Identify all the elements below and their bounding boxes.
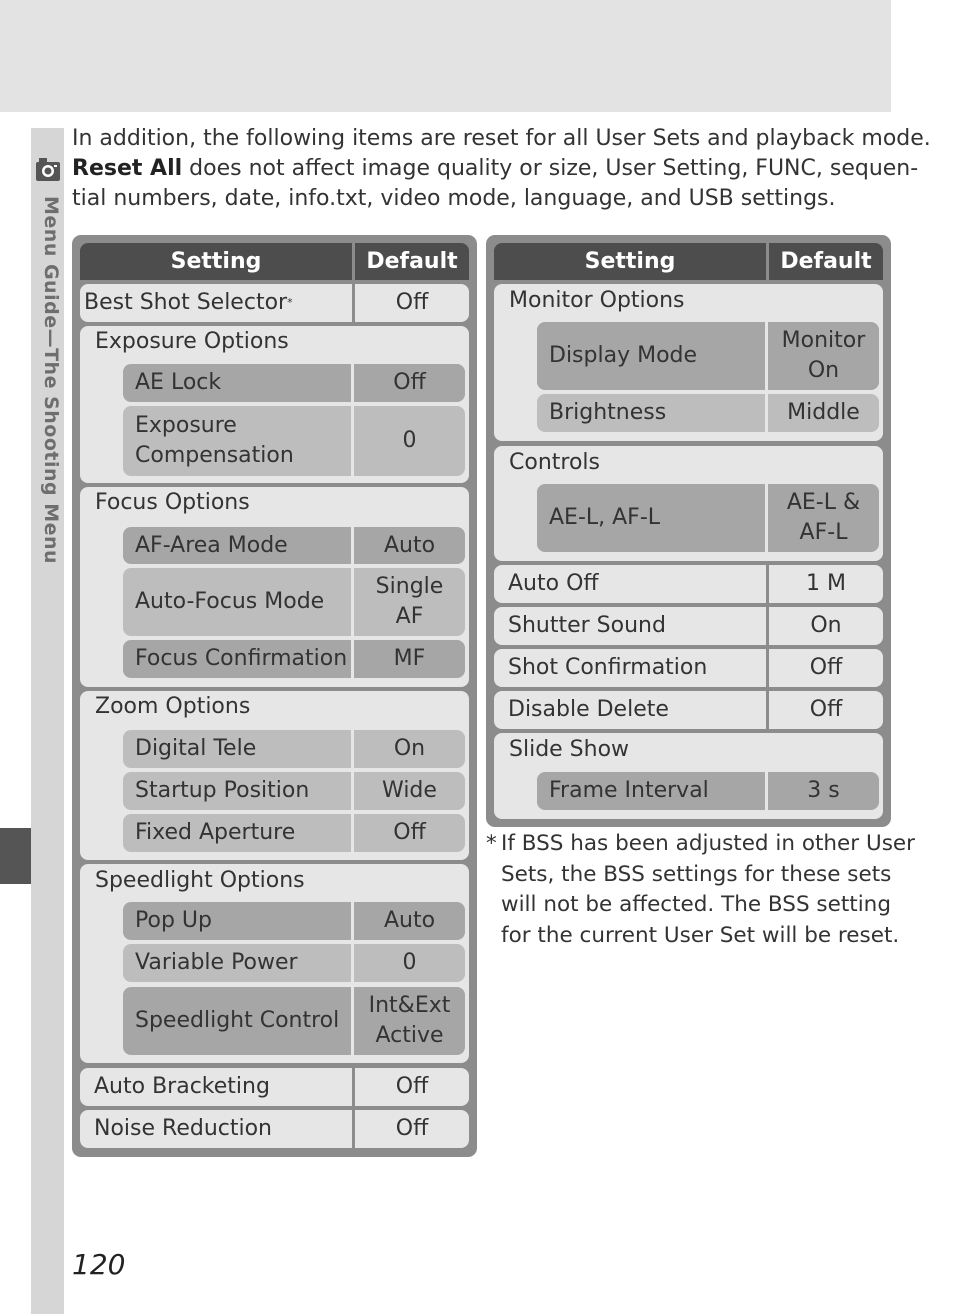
speedlight-options-title: Speedlight Options <box>95 868 305 893</box>
row-focus-confirmation: Focus Confirmation <box>123 640 351 678</box>
disable-delete-value: Off <box>769 691 883 729</box>
group-monitor-options <box>494 284 883 441</box>
ael-value-line1: AE-L & <box>786 490 861 515</box>
row-af-area-mode: AF-Area Mode <box>123 527 351 564</box>
row-exposure-compensation <box>123 406 351 476</box>
speedlight-control-value-line1: Int&Ext <box>368 993 451 1018</box>
slide-show-title: Slide Show <box>509 737 630 762</box>
right-header-setting: Setting <box>494 243 766 280</box>
display-mode-value-line1: Monitor <box>781 328 866 353</box>
digital-tele-value: On <box>354 730 465 768</box>
group-exposure-options <box>80 326 469 483</box>
row-digital-tele: Digital Tele <box>123 730 351 768</box>
best-shot-value: Off <box>355 284 469 322</box>
exp-comp-line1: Exposure <box>135 413 237 438</box>
row-shutter-sound: Shutter Sound <box>494 607 766 645</box>
fixed-aperture-value: Off <box>354 814 465 852</box>
sidebar-label: Menu Guide—The Shooting Menu <box>40 196 62 565</box>
focus-options-title: Focus Options <box>95 490 250 515</box>
intro-line-3: tial numbers, date, info.txt, video mode, language, and USB settings. <box>72 186 836 211</box>
top-band <box>0 0 891 112</box>
af-area-mode-value: Auto <box>354 527 465 564</box>
row-disable-delete: Disable Delete <box>494 691 766 729</box>
left-settings-table <box>72 235 477 1157</box>
auto-bracketing-value: Off <box>355 1068 469 1106</box>
zoom-options-title: Zoom Options <box>95 694 251 719</box>
intro-line-2-text: does not affect image quality or size, User Setting, FUNC, sequen- <box>182 156 919 181</box>
camera-icon <box>35 156 61 184</box>
monitor-options-title: Monitor Options <box>509 288 685 313</box>
row-startup-position: Startup Position <box>123 772 351 810</box>
row-pop-up: Pop Up <box>123 902 351 940</box>
intro-line-1: In addition, the following items are reset for all User Sets and playback mode. <box>72 126 931 151</box>
footnote <box>486 829 915 951</box>
ael-value-line2: AF-L <box>799 520 848 545</box>
focus-confirmation-value: MF <box>354 640 465 678</box>
noise-reduction-value: Off <box>355 1110 469 1148</box>
footnote-asterisk: * <box>486 831 497 856</box>
group-controls <box>494 446 883 561</box>
group-speedlight-options <box>80 864 469 1063</box>
ae-lock-value: Off <box>354 364 465 402</box>
row-frame-interval: Frame Interval <box>537 772 765 810</box>
row-ae-lock: AE Lock <box>123 364 351 402</box>
right-settings-table <box>486 235 891 827</box>
footnote-line-3: will not be affected. The BSS setting <box>501 892 891 917</box>
row-auto-off: Auto Off <box>494 565 766 603</box>
best-shot-label: Best Shot Selector <box>84 290 288 315</box>
row-variable-power: Variable Power <box>123 944 351 982</box>
display-mode-value <box>768 322 879 390</box>
row-display-mode: Display Mode <box>537 322 765 390</box>
auto-focus-mode-value <box>354 568 465 636</box>
row-shot-confirmation: Shot Confirmation <box>494 649 766 687</box>
controls-title: Controls <box>509 450 600 475</box>
left-header-setting: Setting <box>80 243 352 280</box>
row-auto-focus-mode: Auto-Focus Mode <box>123 568 351 636</box>
exposure-compensation-value: 0 <box>354 406 465 476</box>
group-focus-options <box>80 487 469 687</box>
row-best-shot-selector: Best Shot Selector * <box>80 284 352 322</box>
reset-all-term: Reset All <box>72 156 183 181</box>
intro-paragraph <box>72 124 931 214</box>
row-auto-bracketing: Auto Bracketing <box>80 1068 352 1106</box>
shot-confirmation-value: Off <box>769 649 883 687</box>
af-mode-value-line2: AF <box>395 604 424 629</box>
right-header-default: Default <box>769 243 883 280</box>
group-slide-show <box>494 733 883 819</box>
variable-power-value: 0 <box>354 944 465 982</box>
row-speedlight-control: Speedlight Control <box>123 987 351 1055</box>
section-tab-marker <box>0 828 31 884</box>
page-number: 120 <box>72 1248 126 1281</box>
pop-up-value: Auto <box>354 902 465 940</box>
group-zoom-options <box>80 691 469 860</box>
speedlight-control-value-line2: Active <box>375 1023 444 1048</box>
intro-line-2 <box>72 154 919 184</box>
startup-position-value: Wide <box>354 772 465 810</box>
auto-off-value: 1 M <box>769 565 883 603</box>
row-noise-reduction: Noise Reduction <box>80 1110 352 1148</box>
row-fixed-aperture: Fixed Aperture <box>123 814 351 852</box>
footnote-line-4: for the current User Set will be reset. <box>501 922 900 948</box>
shutter-sound-value: On <box>769 607 883 645</box>
af-mode-value-line1: Single <box>375 574 444 599</box>
speedlight-control-value <box>354 987 465 1055</box>
footnote-line-1: If BSS has been adjusted in other User <box>501 831 915 856</box>
ae-l-af-l-value <box>768 484 879 552</box>
brightness-value: Middle <box>768 394 879 432</box>
footnote-line-2: Sets, the BSS settings for these sets <box>501 861 892 887</box>
exp-comp-line2: Compensation <box>135 443 294 468</box>
frame-interval-value: 3 s <box>768 772 879 810</box>
row-ae-l-af-l: AE-L, AF-L <box>537 484 765 552</box>
row-brightness: Brightness <box>537 394 765 432</box>
exposure-options-title: Exposure Options <box>95 329 289 354</box>
display-mode-value-line2: On <box>807 358 840 383</box>
left-header-default: Default <box>355 243 469 280</box>
